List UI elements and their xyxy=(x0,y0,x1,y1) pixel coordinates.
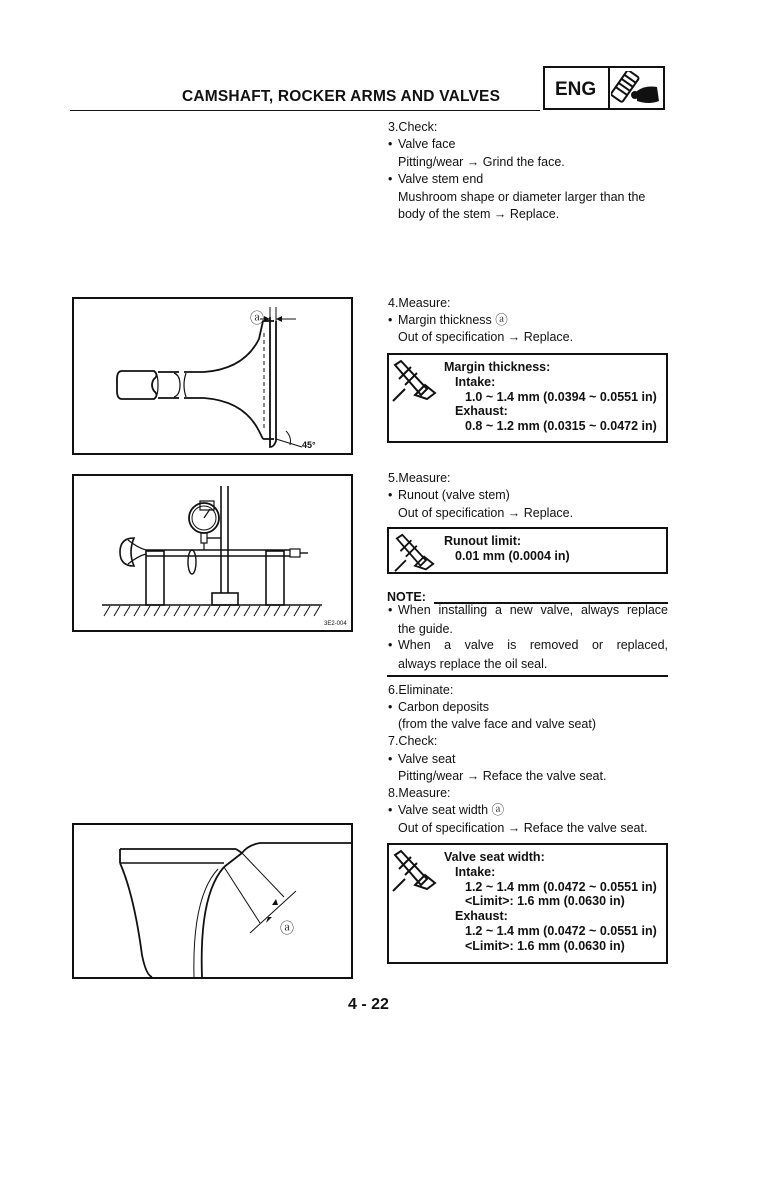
figure-code: 3E2-004 xyxy=(324,621,347,627)
figure-valve-margin xyxy=(72,297,353,455)
margin-spec-title: Margin thickness: xyxy=(444,360,551,374)
seat-intake-label: Intake: xyxy=(455,865,496,879)
step-5-heading: 5.Measure: xyxy=(388,471,451,485)
step-7-bullet-1-detail: Pitting/wear → Reface the valve seat. xyxy=(398,769,607,783)
step-3-bullet-2: • Valve stem end xyxy=(388,171,483,188)
section-badge-label: ENG xyxy=(555,79,597,100)
step-8-bullet-1: • Valve seat width ⓐ xyxy=(388,802,504,819)
runout-spec-box xyxy=(387,527,668,574)
runout-spec-title: Runout limit: xyxy=(444,534,522,548)
valve-margin-drawing xyxy=(74,299,351,453)
step-6-bullet-1: • Carbon deposits xyxy=(388,699,489,716)
page-number: 4 - 22 xyxy=(348,996,389,1013)
runout-drawing xyxy=(74,476,351,630)
caliper-icon xyxy=(391,849,439,893)
figure-valve-seat xyxy=(72,823,353,979)
valve-seat-drawing xyxy=(74,825,351,977)
step-6-bullet-1-detail: (from the valve face and valve seat) xyxy=(398,717,597,731)
step-8-bullet-1-detail: Out of specification → Reface the valve seat. xyxy=(398,821,648,835)
step-3-bullet-1: • Valve face xyxy=(388,136,455,153)
note-bullet-1: When installing a new valve, always replace xyxy=(398,603,668,617)
page-title: CAMSHAFT, ROCKER ARMS AND VALVES xyxy=(182,88,501,105)
section-badge xyxy=(543,66,665,110)
margin-exhaust-label: Exhaust: xyxy=(455,404,508,418)
seat-spec-title: Valve seat width: xyxy=(444,850,545,864)
seat-intake-limit: <Limit>: 1.6 mm (0.0630 in) xyxy=(465,894,625,908)
step-4-bullet-1: • Margin thickness ⓐ xyxy=(388,312,508,329)
seat-exhaust-limit: <Limit>: 1.6 mm (0.0630 in) xyxy=(465,939,625,953)
seat-intake-value: 1.2 ~ 1.4 mm (0.0472 ~ 0.0551 in) xyxy=(465,880,657,894)
figure-valve-runout xyxy=(72,474,353,632)
note-bullet-2: When a valve is removed or replaced, xyxy=(398,638,668,652)
caliper-icon xyxy=(391,533,439,573)
margin-intake-label: Intake: xyxy=(455,375,496,389)
valve-face-angle-label: 45° xyxy=(302,440,316,450)
step-5-bullet-1: • Runout (valve stem) xyxy=(388,487,510,504)
engine-icon xyxy=(611,71,663,107)
margin-callout-label: ⓐ xyxy=(250,310,264,326)
step-7-bullet-1: • Valve seat xyxy=(388,751,455,768)
note-bullet-2-cont: always replace the oil seal. xyxy=(398,657,548,671)
step-3-bullet-2-detail: Mushroom shape or diameter larger than the xyxy=(398,190,646,204)
step-8-heading: 8.Measure: xyxy=(388,786,451,800)
note-bottom-rule xyxy=(387,675,668,677)
note-bullet-2-marker: • xyxy=(388,638,393,652)
badge-divider xyxy=(608,68,610,108)
step-7-heading: 7.Check: xyxy=(388,734,438,748)
step-4-bullet-1-detail: Out of specification → Replace. xyxy=(398,330,574,344)
step-3-heading: 3.Check: xyxy=(388,120,438,134)
step-4-heading: 4.Measure: xyxy=(388,296,451,310)
note-bullet-1-cont: the guide. xyxy=(398,622,453,636)
margin-intake-value: 1.0 ~ 1.4 mm (0.0394 ~ 0.0551 in) xyxy=(465,390,657,404)
seat-exhaust-label: Exhaust: xyxy=(455,909,508,923)
step-3-bullet-1-detail: Pitting/wear → Grind the face. xyxy=(398,155,565,169)
valve-seat-width-spec-box xyxy=(387,843,668,964)
seat-exhaust-value: 1.2 ~ 1.4 mm (0.0472 ~ 0.0551 in) xyxy=(465,924,657,938)
step-3-bullet-2-detail-cont: body of the stem → Replace. xyxy=(398,207,560,221)
step-5-bullet-1-detail: Out of specification → Replace. xyxy=(398,506,574,520)
header-rule xyxy=(70,110,540,111)
runout-spec-value: 0.01 mm (0.0004 in) xyxy=(455,549,570,563)
seat-width-callout-label: ⓐ xyxy=(280,920,294,936)
step-6-heading: 6.Eliminate: xyxy=(388,683,454,697)
note-label: NOTE: xyxy=(387,590,426,604)
note-bullet-1-marker: • xyxy=(388,603,393,617)
caliper-icon xyxy=(391,359,439,403)
margin-exhaust-value: 0.8 ~ 1.2 mm (0.0315 ~ 0.0472 in) xyxy=(465,419,657,433)
margin-thickness-spec-box xyxy=(387,353,668,443)
